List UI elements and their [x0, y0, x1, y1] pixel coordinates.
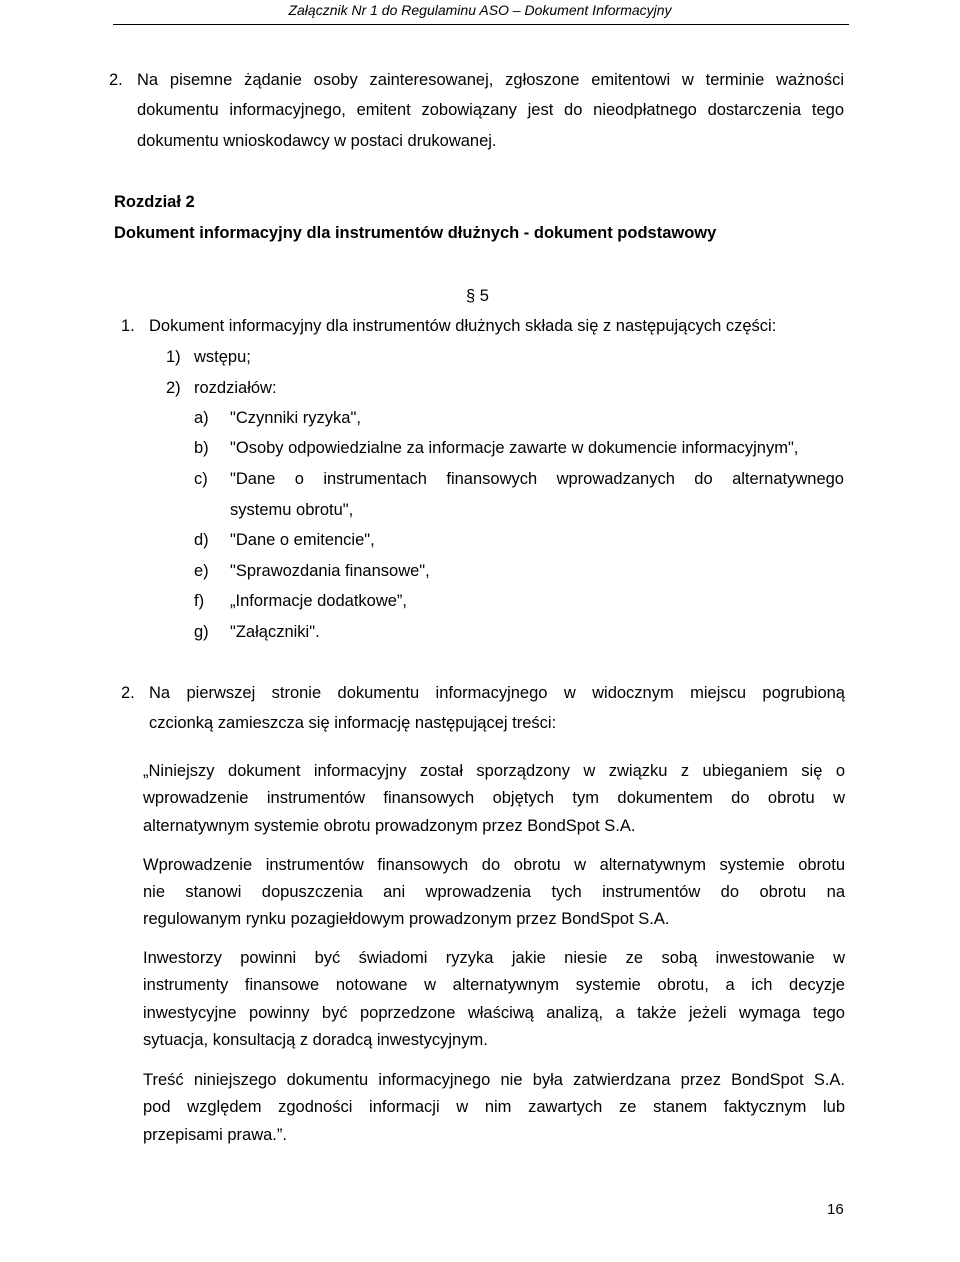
- quote-p4-line: Treść niniejszego dokumentu informacyjnego nie była zatwierdzana przez BondSpot S.A.: [143, 1071, 845, 1089]
- quote-p3-line: instrumenty finansowe notowane w alternatywnym systemie obrotu, a ich decyzje: [143, 976, 845, 994]
- item2-line-1: Na pisemne żądanie osoby zainteresowanej, zgłoszone emitentowi w terminie ważności: [137, 71, 844, 89]
- para2-line-2: czcionką zamieszcza się informację następującej treści:: [149, 714, 557, 732]
- subitem-letter: e): [194, 562, 209, 580]
- running-header: Załącznik Nr 1 do Regulaminu ASO – Dokument Informacyjny: [288, 2, 672, 18]
- page-number: 16: [827, 1201, 844, 1218]
- item2-line-3: dokumentu wnioskodawcy w postaci drukowanej.: [137, 132, 497, 150]
- quote-p1-line: alternatywnym systemie obrotu prowadzonym przez BondSpot S.A.: [143, 817, 636, 835]
- item-number: 2.: [109, 71, 123, 89]
- para1-number: 1.: [121, 317, 135, 335]
- chapter-label: Rozdział 2: [114, 193, 195, 211]
- quote-p1-line: „Niniejszy dokument informacyjny został sporządzony w związku z ubieganiem się o: [143, 762, 845, 780]
- subitem-text-cont: systemu obrotu",: [230, 501, 354, 519]
- list-item-text: wstępu;: [194, 348, 251, 366]
- item2-line-2: dokumentu informacyjnego, emitent zobowiązany jest do nieodpłatnego dostarczenia tego: [137, 101, 844, 119]
- subitem-text: „Informacje dodatkowe”,: [230, 592, 407, 610]
- subitem-text: "Sprawozdania finansowe",: [230, 562, 430, 580]
- subitem-letter: f): [194, 592, 205, 610]
- header-rule: [113, 24, 849, 25]
- chapter-title: Dokument informacyjny dla instrumentów dłużnych - dokument podstawowy: [114, 224, 717, 242]
- para2-line-1: Na pierwszej stronie dokumentu informacyjnego w widocznym miejscu pogrubioną: [149, 684, 845, 702]
- subitem-letter: d): [194, 531, 209, 549]
- quote-p1-line: wprowadzenie instrumentów finansowych objętych tym dokumentem do obrotu w: [143, 789, 845, 807]
- subitem-text: "Czynniki ryzyka",: [230, 409, 361, 427]
- subitem-letter: a): [194, 409, 209, 427]
- subitem-letter: g): [194, 623, 209, 641]
- quote-p2-line: Wprowadzenie instrumentów finansowych do obrotu w alternatywnym systemie obrotu: [143, 856, 845, 874]
- subitem-text: "Osoby odpowiedzialne za informacje zawarte w dokumencie informacyjnym",: [230, 439, 799, 457]
- quote-p3-line: inwestycyjne powinny być poprzedzone właściwą analizą, a także jeżeli wymaga tego: [143, 1004, 845, 1022]
- list-item-text: rozdziałów:: [194, 379, 277, 397]
- quote-p2-line: nie stanowi dopuszczenia ani wprowadzenia tych instrumentów do obrotu na: [143, 883, 845, 901]
- subitem-text: "Dane o instrumentach finansowych wprowadzanych do alternatywnego: [230, 470, 844, 488]
- subitem-text: "Załączniki".: [230, 623, 320, 641]
- para1-text: Dokument informacyjny dla instrumentów dłużnych składa się z następujących części:: [149, 317, 777, 335]
- section-symbol: § 5: [466, 287, 489, 305]
- subitem-letter: b): [194, 439, 209, 457]
- list-item-number: 2): [166, 379, 181, 397]
- quote-p4-line: przepisami prawa.”.: [143, 1126, 287, 1144]
- subitem-letter: c): [194, 470, 208, 488]
- quote-p2-line: regulowanym rynku pozagiełdowym prowadzonym przez BondSpot S.A.: [143, 910, 670, 928]
- quote-p4-line: pod względem zgodności informacji w nim zawartych ze stanem faktycznym lub: [143, 1098, 845, 1116]
- subitem-text: "Dane o emitencie",: [230, 531, 375, 549]
- quote-p3-line: sytuacja, konsultacją z doradcą inwestycyjnym.: [143, 1031, 488, 1049]
- list-item-number: 1): [166, 348, 181, 366]
- para2-number: 2.: [121, 684, 135, 702]
- quote-p3-line: Inwestorzy powinni być świadomi ryzyka jakie niesie ze sobą inwestowanie w: [143, 949, 845, 967]
